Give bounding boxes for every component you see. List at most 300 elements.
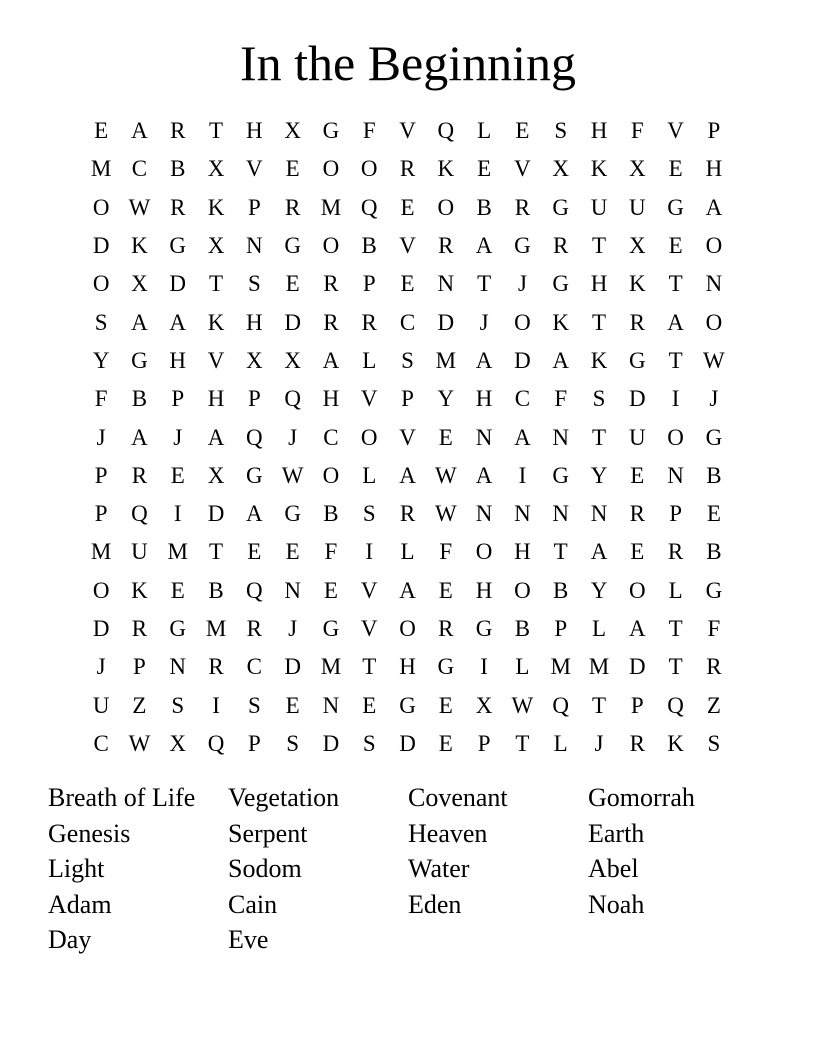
- grid-letter: U: [131, 539, 148, 565]
- grid-letter: A: [399, 577, 416, 603]
- word-list-item: Light: [48, 854, 105, 883]
- grid-letter: R: [553, 233, 569, 259]
- grid-letter: K: [207, 194, 225, 220]
- grid-letter: N: [590, 501, 608, 527]
- grid-letter: B: [706, 462, 722, 488]
- grid-letter: J: [288, 424, 298, 450]
- grid-letter: B: [706, 539, 722, 565]
- grid-letter: E: [285, 271, 300, 297]
- grid-letter: B: [208, 577, 224, 603]
- grid-letter: R: [399, 501, 416, 527]
- grid-letter: A: [131, 309, 148, 335]
- grid-letter: L: [362, 347, 377, 373]
- grid-letter: G: [552, 271, 570, 297]
- grid-letter: J: [173, 424, 183, 450]
- grid-letter: J: [517, 271, 527, 297]
- grid-letter: S: [362, 730, 376, 756]
- grid-letter: C: [93, 730, 109, 756]
- grid-letter: O: [514, 309, 531, 335]
- grid-letter: X: [628, 156, 646, 182]
- word-list-item: Cain: [228, 889, 278, 919]
- grid-letter: H: [169, 347, 187, 373]
- grid-letter: G: [437, 654, 455, 680]
- grid-letter: E: [285, 156, 300, 182]
- grid-letter: I: [365, 539, 374, 565]
- grid-letter: E: [438, 424, 453, 450]
- grid-letter: T: [668, 616, 683, 641]
- grid-letter: P: [707, 118, 721, 144]
- grid-letter: O: [92, 577, 110, 603]
- grid-letter: P: [247, 730, 261, 756]
- grid-letter: V: [667, 118, 684, 144]
- grid-letter: A: [207, 424, 225, 450]
- grid-letter: T: [553, 539, 568, 565]
- grid-letter: K: [131, 577, 148, 603]
- grid-letter: E: [630, 539, 645, 565]
- grid-letter: M: [435, 347, 457, 373]
- grid-letter: X: [475, 692, 493, 718]
- grid-letter: G: [667, 194, 684, 220]
- grid-letter: N: [514, 501, 531, 527]
- grid-letter: A: [169, 309, 187, 335]
- grid-letter: O: [92, 271, 110, 297]
- word-list-item: Sodom: [228, 854, 302, 883]
- grid-letter: R: [706, 654, 722, 680]
- word-search-grid: [82, 112, 733, 763]
- grid-letter: O: [705, 309, 723, 335]
- grid-letter: H: [207, 386, 225, 412]
- grid-letter: P: [630, 692, 644, 718]
- grid-letter: O: [92, 194, 110, 220]
- grid-letter: T: [668, 347, 683, 373]
- grid-letter: I: [212, 692, 220, 718]
- grid-letter: U: [628, 424, 646, 450]
- word-list-item: Day: [48, 925, 92, 954]
- grid-letter: D: [207, 501, 225, 527]
- grid-letter: O: [475, 539, 493, 565]
- grid-letter: Q: [284, 386, 301, 412]
- grid-letter: X: [246, 347, 263, 373]
- grid-letter: D: [628, 386, 646, 412]
- grid-letter: X: [552, 156, 570, 182]
- grid-letter: O: [360, 424, 378, 450]
- grid-letter: Q: [246, 424, 263, 450]
- grid-letter: N: [284, 577, 301, 603]
- grid-letter: H: [514, 539, 531, 565]
- grid-letter: P: [477, 730, 491, 756]
- grid-letter: V: [399, 118, 416, 144]
- grid-letter: E: [285, 692, 300, 718]
- grid-letter: P: [94, 501, 108, 527]
- grid-letter: X: [169, 730, 187, 756]
- grid-letter: E: [668, 233, 683, 259]
- grid-letter: J: [96, 424, 106, 450]
- grid-letter: W: [434, 501, 457, 527]
- grid-letter: G: [552, 194, 570, 220]
- grid-letter: W: [128, 730, 151, 756]
- grid-letter: K: [628, 271, 646, 297]
- grid-letter: E: [94, 118, 109, 144]
- grid-letter: N: [552, 501, 570, 527]
- grid-letter: H: [590, 118, 608, 144]
- grid-letter: R: [399, 156, 416, 182]
- grid-letter: J: [288, 616, 298, 641]
- grid-letter: T: [362, 654, 377, 680]
- word-list-item: Serpent: [228, 818, 308, 848]
- grid-letter: M: [588, 654, 610, 680]
- grid-letter: H: [246, 309, 263, 335]
- grid-letter: F: [439, 539, 453, 565]
- grid-letter: A: [705, 194, 723, 220]
- grid-letter: X: [284, 347, 301, 373]
- grid-letter: F: [362, 118, 376, 144]
- grid-letter: B: [361, 233, 377, 259]
- grid-letter: U: [628, 194, 646, 220]
- grid-letter: H: [475, 386, 493, 412]
- grid-letter: G: [284, 501, 301, 527]
- grid-letter: S: [554, 118, 568, 144]
- grid-letter: D: [322, 730, 340, 756]
- grid-letter: P: [554, 616, 568, 641]
- grid-letter: J: [709, 386, 719, 412]
- grid-letter: K: [552, 309, 570, 335]
- grid-letter: G: [628, 347, 646, 373]
- grid-letter: T: [209, 118, 224, 144]
- grid-letter: R: [323, 271, 339, 297]
- grid-letter: H: [590, 271, 608, 297]
- grid-letter: T: [591, 233, 607, 259]
- grid-letter: D: [514, 347, 531, 373]
- grid-letter: C: [514, 386, 531, 412]
- grid-letter: R: [438, 233, 454, 259]
- grid-letter: K: [667, 730, 684, 756]
- grid-letter: Q: [552, 692, 570, 718]
- grid-letter: X: [207, 462, 225, 488]
- grid-letter: O: [628, 577, 646, 603]
- grid-letter: L: [553, 730, 568, 756]
- grid-letter: L: [591, 616, 607, 641]
- grid-letter: Y: [437, 386, 455, 412]
- grid-letter: S: [707, 730, 721, 756]
- grid-letter: D: [284, 654, 301, 680]
- word-list-item: Genesis: [48, 818, 131, 848]
- grid-letter: R: [629, 501, 645, 527]
- grid-letter: N: [552, 424, 570, 450]
- grid-letter: A: [514, 424, 531, 450]
- grid-letter: R: [170, 194, 186, 220]
- grid-letter: C: [131, 156, 148, 182]
- grid-letter: E: [630, 462, 645, 488]
- grid-letter: Y: [590, 462, 608, 488]
- grid-letter: S: [362, 501, 376, 527]
- grid-letter: S: [286, 730, 300, 756]
- grid-letter: G: [246, 462, 263, 488]
- grid-letter: R: [246, 616, 262, 641]
- grid-letter: A: [399, 462, 416, 488]
- grid-letter: D: [92, 233, 110, 259]
- grid-letter: T: [591, 424, 607, 450]
- grid-letter: K: [590, 156, 608, 182]
- grid-letter: E: [170, 577, 185, 603]
- grid-letter: E: [668, 156, 683, 182]
- grid-letter: E: [400, 271, 415, 297]
- grid-letter: D: [284, 309, 301, 335]
- word-list-item: Breath of Life: [48, 783, 196, 812]
- grid-letter: G: [552, 462, 570, 488]
- grid-letter: T: [668, 654, 683, 680]
- grid-letter: E: [170, 462, 185, 488]
- grid-letter: H: [705, 156, 723, 182]
- grid-letter: Q: [131, 501, 148, 527]
- grid-letter: N: [475, 424, 493, 450]
- grid-letter: R: [170, 118, 186, 144]
- grid-letter: E: [438, 692, 453, 718]
- grid-letter: A: [475, 347, 493, 373]
- grid-letter: T: [591, 692, 607, 718]
- grid-letter: E: [438, 577, 453, 603]
- grid-letter: O: [514, 577, 531, 603]
- grid-letter: S: [592, 386, 606, 412]
- word-list-item: Abel: [588, 854, 639, 883]
- grid-letter: F: [630, 118, 644, 144]
- grid-letter: T: [209, 271, 224, 297]
- grid-letter: Y: [590, 577, 608, 603]
- grid-letter: G: [322, 616, 340, 641]
- word-list-item: Adam: [48, 889, 112, 919]
- grid-letter: S: [401, 347, 414, 373]
- grid-letter: G: [475, 616, 493, 641]
- grid-letter: A: [131, 424, 148, 450]
- grid-letter: E: [247, 539, 262, 565]
- grid-letter: O: [399, 616, 416, 641]
- grid-letter: I: [671, 386, 680, 412]
- grid-letter: F: [94, 386, 108, 412]
- grid-letter: P: [401, 386, 414, 412]
- grid-letter: O: [360, 156, 378, 182]
- grid-letter: T: [668, 271, 683, 297]
- grid-letter: M: [205, 616, 227, 641]
- grid-letter: C: [323, 424, 339, 450]
- grid-letter: W: [434, 462, 457, 488]
- grid-letter: K: [207, 309, 225, 335]
- grid-letter: Z: [706, 692, 721, 718]
- grid-letter: R: [667, 539, 684, 565]
- grid-letter: F: [707, 616, 721, 641]
- grid-letter: R: [323, 309, 339, 335]
- grid-letter: N: [475, 501, 493, 527]
- grid-letter: H: [475, 577, 493, 603]
- grid-letter: R: [208, 654, 224, 680]
- word-list-item: Vegetation: [228, 783, 340, 812]
- grid-letter: E: [706, 501, 721, 527]
- grid-letter: V: [360, 577, 378, 603]
- grid-letter: U: [590, 194, 608, 220]
- grid-letter: T: [477, 271, 492, 297]
- grid-letter: R: [284, 194, 301, 220]
- grid-letter: V: [399, 233, 416, 259]
- grid-letter: L: [668, 577, 683, 603]
- word-list: [48, 780, 768, 958]
- grid-letter: M: [320, 194, 342, 220]
- word-list-item: Earth: [588, 818, 645, 848]
- grid-letter: K: [590, 347, 608, 373]
- grid-letter: A: [628, 616, 646, 641]
- grid-letter: X: [131, 271, 148, 297]
- grid-letter: A: [590, 539, 608, 565]
- grid-letter: W: [703, 347, 725, 373]
- grid-letter: B: [131, 386, 148, 412]
- grid-letter: T: [209, 539, 224, 565]
- page-title: In the Beginning: [239, 35, 577, 91]
- grid-letter: E: [477, 156, 492, 182]
- grid-letter: J: [479, 309, 489, 335]
- grid-letter: M: [90, 539, 112, 565]
- grid-letter: G: [131, 347, 148, 373]
- grid-letter: G: [169, 233, 187, 259]
- word-list-item: Eve: [228, 925, 269, 954]
- grid-letter: L: [400, 539, 415, 565]
- grid-letter: D: [628, 654, 646, 680]
- grid-letter: H: [322, 386, 340, 412]
- grid-letter: S: [247, 271, 261, 297]
- grid-letter: A: [667, 309, 684, 335]
- grid-letter: O: [322, 233, 340, 259]
- word-list-item: Eden: [408, 889, 462, 919]
- grid-letter: D: [437, 309, 455, 335]
- grid-letter: P: [247, 386, 261, 412]
- grid-letter: A: [322, 347, 340, 373]
- grid-letter: W: [511, 692, 534, 718]
- grid-letter: X: [207, 156, 225, 182]
- word-list-item: Water: [408, 854, 470, 883]
- grid-letter: C: [246, 654, 262, 680]
- grid-letter: M: [550, 654, 571, 680]
- grid-letter: I: [518, 462, 527, 488]
- grid-letter: E: [323, 577, 338, 603]
- grid-letter: P: [171, 386, 185, 412]
- grid-letter: S: [171, 692, 185, 718]
- grid-letter: H: [246, 118, 263, 144]
- grid-letter: D: [399, 730, 416, 756]
- grid-letter: Q: [246, 577, 263, 603]
- grid-letter: V: [360, 616, 378, 641]
- grid-letter: O: [322, 156, 340, 182]
- grid-letter: N: [246, 233, 263, 259]
- grid-letter: P: [362, 271, 376, 297]
- grid-letter: A: [475, 233, 493, 259]
- grid-letter: R: [131, 462, 148, 488]
- grid-letter: O: [437, 194, 455, 220]
- grid-letter: N: [667, 462, 684, 488]
- grid-letter: Y: [92, 347, 110, 373]
- grid-letter: N: [169, 654, 187, 680]
- grid-letter: U: [92, 692, 110, 718]
- grid-letter: T: [591, 309, 607, 335]
- grid-letter: M: [167, 539, 188, 565]
- grid-letter: R: [361, 309, 377, 335]
- grid-letter: V: [360, 386, 378, 412]
- grid-letter: J: [594, 730, 604, 756]
- grid-letter: L: [362, 462, 377, 488]
- grid-letter: V: [514, 156, 531, 182]
- grid-letter: P: [247, 194, 261, 220]
- grid-letter: H: [399, 654, 416, 680]
- grid-letter: G: [284, 233, 301, 259]
- grid-letter: P: [133, 654, 146, 680]
- grid-letter: F: [554, 386, 568, 412]
- grid-letter: L: [477, 118, 492, 144]
- grid-letter: B: [476, 194, 492, 220]
- grid-letter: A: [475, 462, 493, 488]
- grid-letter: R: [629, 309, 645, 335]
- grid-letter: G: [705, 424, 723, 450]
- grid-letter: G: [705, 577, 723, 603]
- grid-letter: A: [552, 347, 570, 373]
- word-list-item: Covenant: [408, 783, 508, 812]
- grid-letter: B: [553, 577, 569, 603]
- grid-letter: V: [246, 156, 263, 182]
- grid-letter: E: [285, 539, 300, 565]
- grid-letter: W: [281, 462, 304, 488]
- grid-letter: R: [131, 616, 148, 641]
- grid-letter: M: [320, 654, 342, 680]
- grid-letter: P: [669, 501, 682, 527]
- grid-letter: E: [438, 730, 453, 756]
- grid-letter: I: [173, 501, 182, 527]
- grid-letter: W: [128, 194, 151, 220]
- grid-letter: G: [322, 118, 340, 144]
- grid-letter: B: [514, 616, 531, 641]
- grid-letter: X: [207, 233, 225, 259]
- grid-letter: T: [515, 730, 530, 756]
- grid-letter: B: [323, 501, 339, 527]
- grid-letter: M: [90, 156, 112, 182]
- grid-letter: N: [437, 271, 455, 297]
- grid-letter: N: [705, 271, 723, 297]
- grid-letter: K: [131, 233, 148, 259]
- grid-letter: K: [437, 156, 455, 182]
- grid-letter: V: [207, 347, 225, 373]
- grid-letter: R: [514, 194, 531, 220]
- word-list-item: Noah: [588, 889, 645, 919]
- grid-letter: E: [362, 692, 377, 718]
- grid-letter: Q: [360, 194, 378, 220]
- grid-letter: V: [399, 424, 416, 450]
- grid-letter: X: [284, 118, 301, 144]
- grid-letter: N: [322, 692, 340, 718]
- grid-letter: D: [92, 616, 110, 641]
- word-list-item: Heaven: [408, 818, 488, 848]
- grid-letter: D: [169, 271, 187, 297]
- grid-letter: F: [324, 539, 338, 565]
- grid-letter: X: [628, 233, 646, 259]
- grid-letter: R: [629, 730, 645, 756]
- grid-letter: G: [399, 692, 416, 718]
- grid-letter: I: [480, 654, 488, 680]
- grid-letter: L: [515, 654, 530, 680]
- grid-letter: A: [131, 118, 148, 144]
- grid-letter: Z: [132, 692, 147, 718]
- grid-letter: Q: [437, 118, 455, 144]
- grid-letter: O: [705, 233, 723, 259]
- grid-letter: G: [514, 233, 531, 259]
- grid-letter: C: [399, 309, 416, 335]
- grid-letter: E: [515, 118, 530, 144]
- grid-letter: O: [667, 424, 684, 450]
- grid-letter: J: [96, 654, 106, 680]
- grid-letter: G: [169, 616, 187, 641]
- grid-letter: P: [94, 462, 108, 488]
